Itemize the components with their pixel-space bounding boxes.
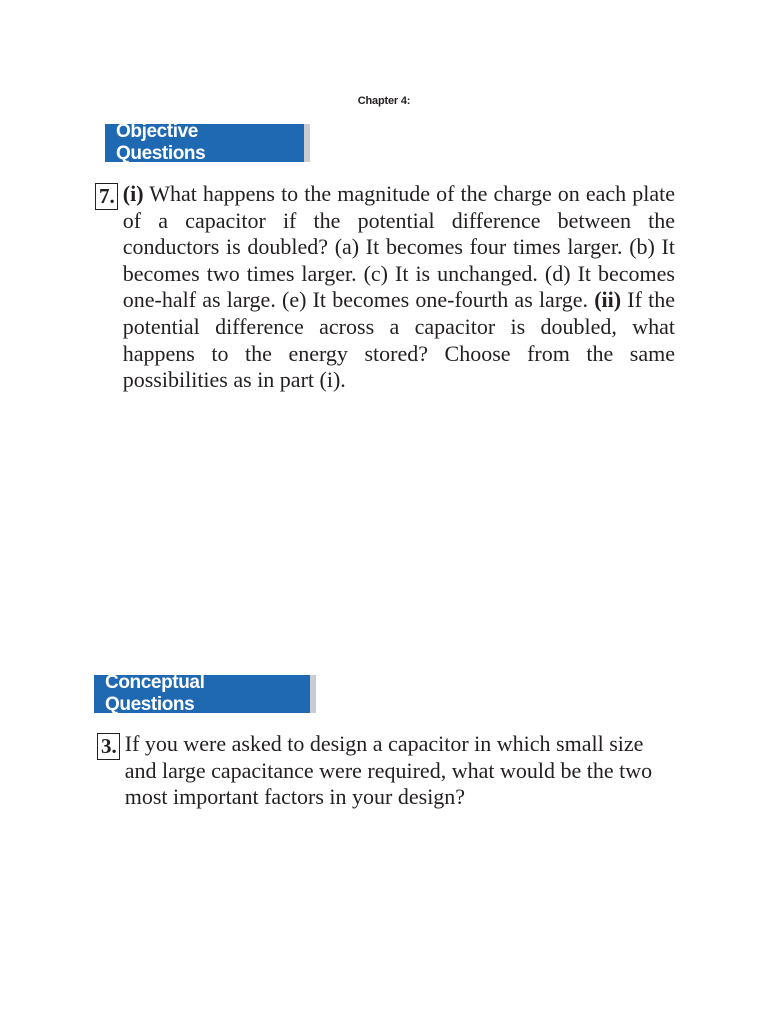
objective-question-7 [95, 181, 675, 394]
chapter-title: Chapter 4: [357, 95, 411, 107]
objective-questions-heading-label: Objective Questions [116, 121, 206, 164]
conceptual-questions-heading [94, 672, 310, 715]
question-text: If you were asked to design a capacitor in which small size and large capacitance were required, what would be the two most important factors in your design? [124, 731, 653, 810]
part-i-label: (i) [122, 181, 144, 206]
conceptual-question-3 [97, 731, 657, 811]
conceptual-questions-heading-label: Conceptual Questions [105, 672, 205, 715]
part-ii-label: (ii) [594, 287, 622, 313]
question-text [123, 181, 675, 394]
part-ii-text: If the potential difference across a capacitor is doubled, what happens to the energy stored? Choose from the same possibilities as in part (i). [122, 287, 675, 393]
question-number-box: 7. [95, 183, 118, 210]
objective-questions-heading [105, 121, 304, 164]
part-i-text: What happens to the magnitude of the charge on each plate of a capacitor if the potential difference between the conductors is doubled? (a) It becomes four times larger. (b) It becomes two times larger. (c) It is unchanged. (d) It becomes one-half as large. (e) It becomes one-fourth as large. [122, 181, 675, 313]
question-number-box: 3. [97, 733, 120, 760]
